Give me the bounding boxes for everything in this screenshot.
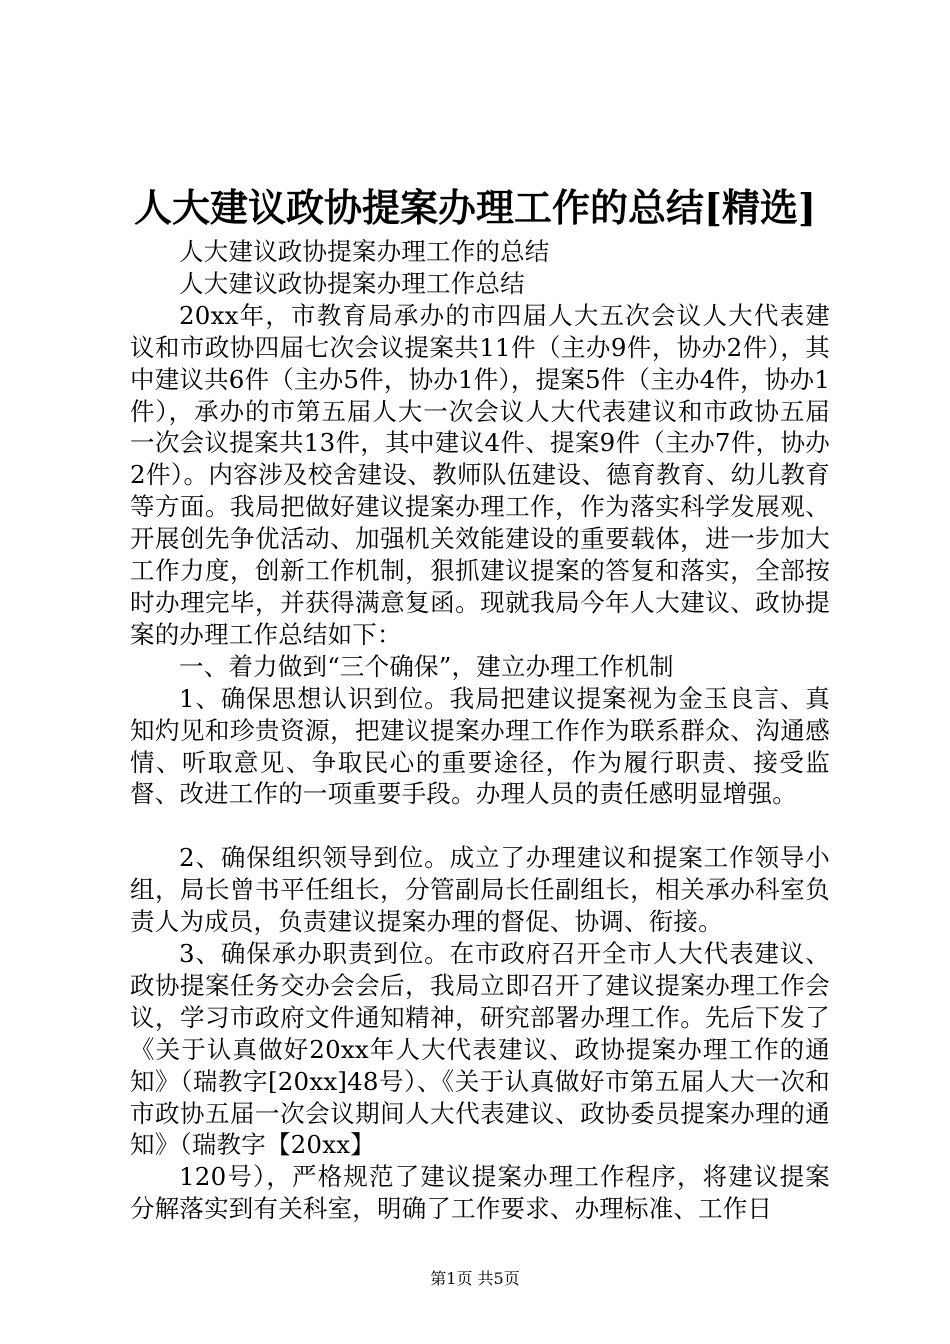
subtitle-2: 人大建议政协提案办理工作总结 — [179, 268, 525, 298]
paragraph-item-1: 1、确保思想认识到位。我局把建议提案视为金玉良言、真知灼见和珍贵资源，把建议提案办理工作作为联系群众、沟通感情、听取意见、争取民心的重要途径，作为履行职责、接受监督、改进工作的一项重要手段。办理人员的责任感明显增强。 — [130, 683, 830, 809]
section-heading-1: 一、着力做到“三个确保”，建立办理工作机制 — [179, 651, 674, 681]
paragraph-gap — [130, 810, 830, 842]
document-title: 人大建议政协提案办理工作的总结[精选] — [134, 185, 816, 230]
paragraph-continued: 120号），严格规范了建议提案办理工作程序，将建议提案分解落实到有关科室，明确了工作要求、办理标准、工作日 — [130, 1162, 830, 1224]
page-footer: 第1页 共5页 — [430, 1269, 520, 1288]
paragraph-item-3: 3、确保承办职责到位。在市政府召开全市人大代表建议、政协提案任务交办会会后，我局立即召开了建议提案办理工作会议，学习市政府文件通知精神，研究部署办理工作。先后下发了《关于认真做好20xx年人大代表建议、政协提案办理工作的通知》（瑞教字[20xx]48号）、《关于认真做好市第五届人大一次和市政协五届一次会议期间人大代表建议、政协委员提案办理的通知》（瑞教字【20xx】 — [130, 939, 830, 1160]
document-body — [130, 236, 830, 1225]
paragraph-intro: 20xx年，市教育局承办的市四届人大五次会议人大代表建议和市政协四届七次会议提案共11件（主办9件，协办2件），其中建议共6件（主办5件，协办1件），提案5件（主办4件，协办1件），承办的市第五届人大一次会议人大代表建议和市政协五届一次会议提案共13件，其中建议4件、提案9件（主办7件，协办2件）。内容涉及校舍建设、教师队伍建设、德育教育、幼儿教育等方面。我局把做好建议提案办理工作，作为落实科学发展观、开展创先争优活动、加强机关效能建设的重要载体，进一步加大工作力度，创新工作机制，狠抓建议提案的答复和落实，全部按时办理完毕，并获得满意复函。现就我局今年人大建议、政协提案的办理工作总结如下： — [130, 300, 830, 649]
subtitle-1: 人大建议政协提案办理工作的总结 — [179, 237, 550, 266]
paragraph-item-2: 2、确保组织领导到位。成立了办理建议和提案工作领导小组，局长曾书平任组长，分管副局长任副组长，相关承办科室负责人为成员，负责建议提案办理的督促、协调、衔接。 — [130, 843, 830, 937]
